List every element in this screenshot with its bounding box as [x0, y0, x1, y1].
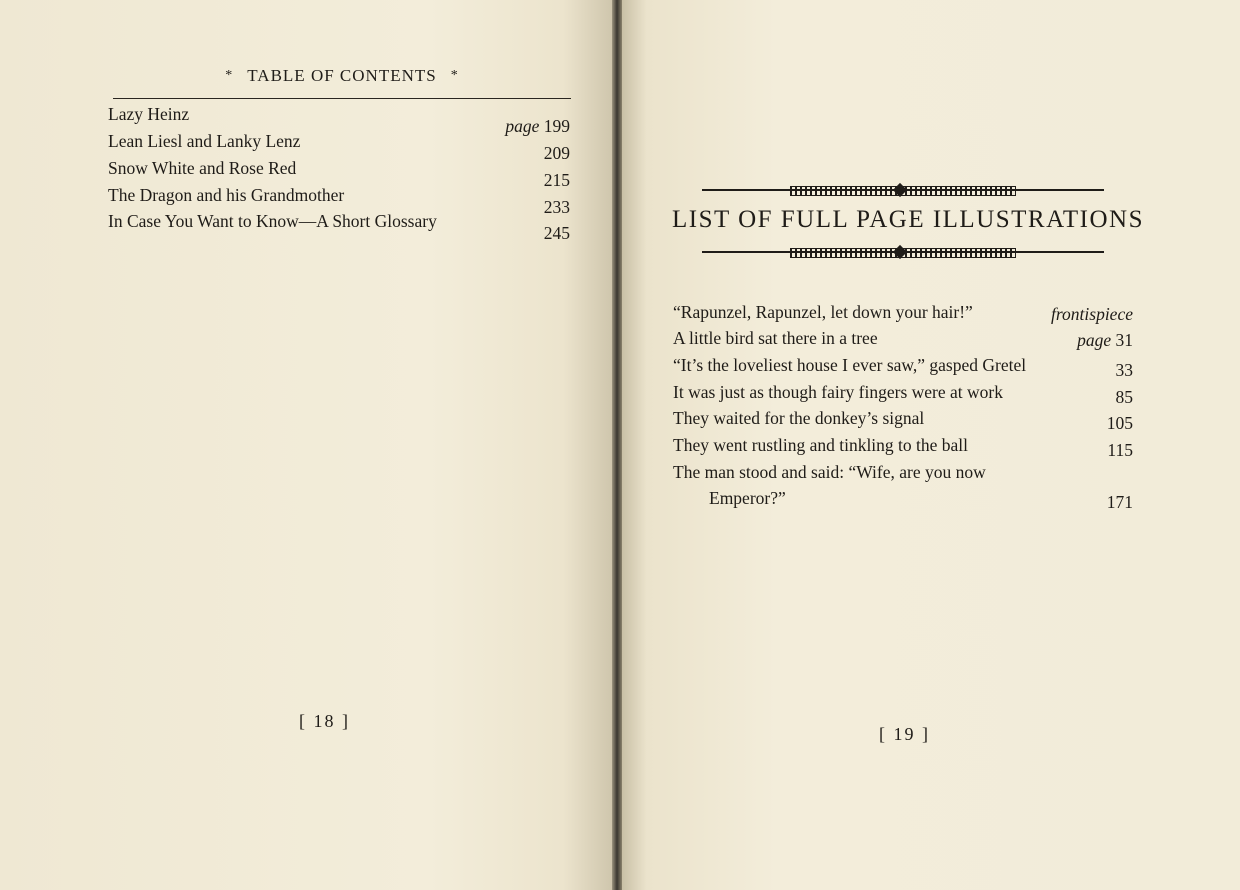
illustrations-heading: LIST OF FULL PAGE ILLUSTRATIONS — [672, 206, 1145, 233]
page-word: page — [1077, 330, 1112, 350]
toc-entry-title: Snow White and Rose Red — [108, 158, 297, 178]
illustration-page — [1077, 327, 1133, 353]
illustration-caption: “It’s the loveliest house I ever saw,” gasped Gretel — [673, 355, 1027, 375]
illustration-caption: “Rapunzel, Rapunzel, let down your hair!” — [673, 302, 973, 322]
illustration-page: 171 — [1106, 492, 1133, 512]
left-page — [0, 0, 612, 890]
illustration-page: frontispiece — [1051, 304, 1133, 324]
toc-entry-title: Lazy Heinz — [108, 104, 190, 124]
page-word: page — [505, 116, 540, 136]
toc-page-number: 233 — [543, 197, 570, 217]
illustration-caption: The man stood and said: “Wife, are you now — [673, 462, 986, 482]
toc-entry — [108, 185, 570, 217]
star-ornament-right: * — [450, 68, 459, 83]
illustration-caption: A little bird sat there in a tree — [673, 328, 878, 348]
page-number-right: [ 19 ] — [879, 724, 930, 744]
toc-entry-title: In Case You Want to Know—A Short Glossary — [108, 211, 437, 231]
toc-header — [113, 66, 571, 86]
toc-entry-title: The Dragon and his Grandmother — [108, 185, 345, 205]
toc-page-number: 199 — [543, 116, 570, 136]
illustration-caption: It was just as though fairy fingers were at work — [673, 382, 1003, 402]
illustration-page: 33 — [1115, 360, 1133, 380]
illustration-page: 115 — [1107, 440, 1133, 460]
toc-page-number: 209 — [543, 143, 570, 163]
toc-entry — [108, 158, 570, 190]
toc-page-number: 215 — [543, 170, 570, 190]
illustration-caption: They went rustling and tinkling to the ball — [673, 435, 969, 455]
page-number-left: [ 18 ] — [299, 711, 350, 731]
toc-page-number: 245 — [543, 223, 570, 243]
ornament-rule-bottom — [702, 247, 1104, 257]
toc-entry-title: Lean Liesl and Lanky Lenz — [108, 131, 301, 151]
illustration-caption-continuation: Emperor?” — [709, 488, 786, 508]
ornament-rule-top — [702, 185, 1104, 195]
illustration-page-number: 31 — [1115, 330, 1133, 350]
toc-entry — [108, 131, 570, 163]
illustration-page: 105 — [1106, 413, 1133, 433]
toc-header-rule — [113, 98, 571, 99]
illustration-page: 85 — [1115, 387, 1133, 407]
star-ornament-left: * — [225, 68, 234, 83]
book-gutter — [612, 0, 622, 890]
illustration-caption: They waited for the donkey’s signal — [673, 408, 925, 428]
toc-heading: TABLE OF CONTENTS — [247, 66, 437, 85]
toc-entry — [108, 104, 570, 136]
toc-entry — [108, 211, 570, 243]
